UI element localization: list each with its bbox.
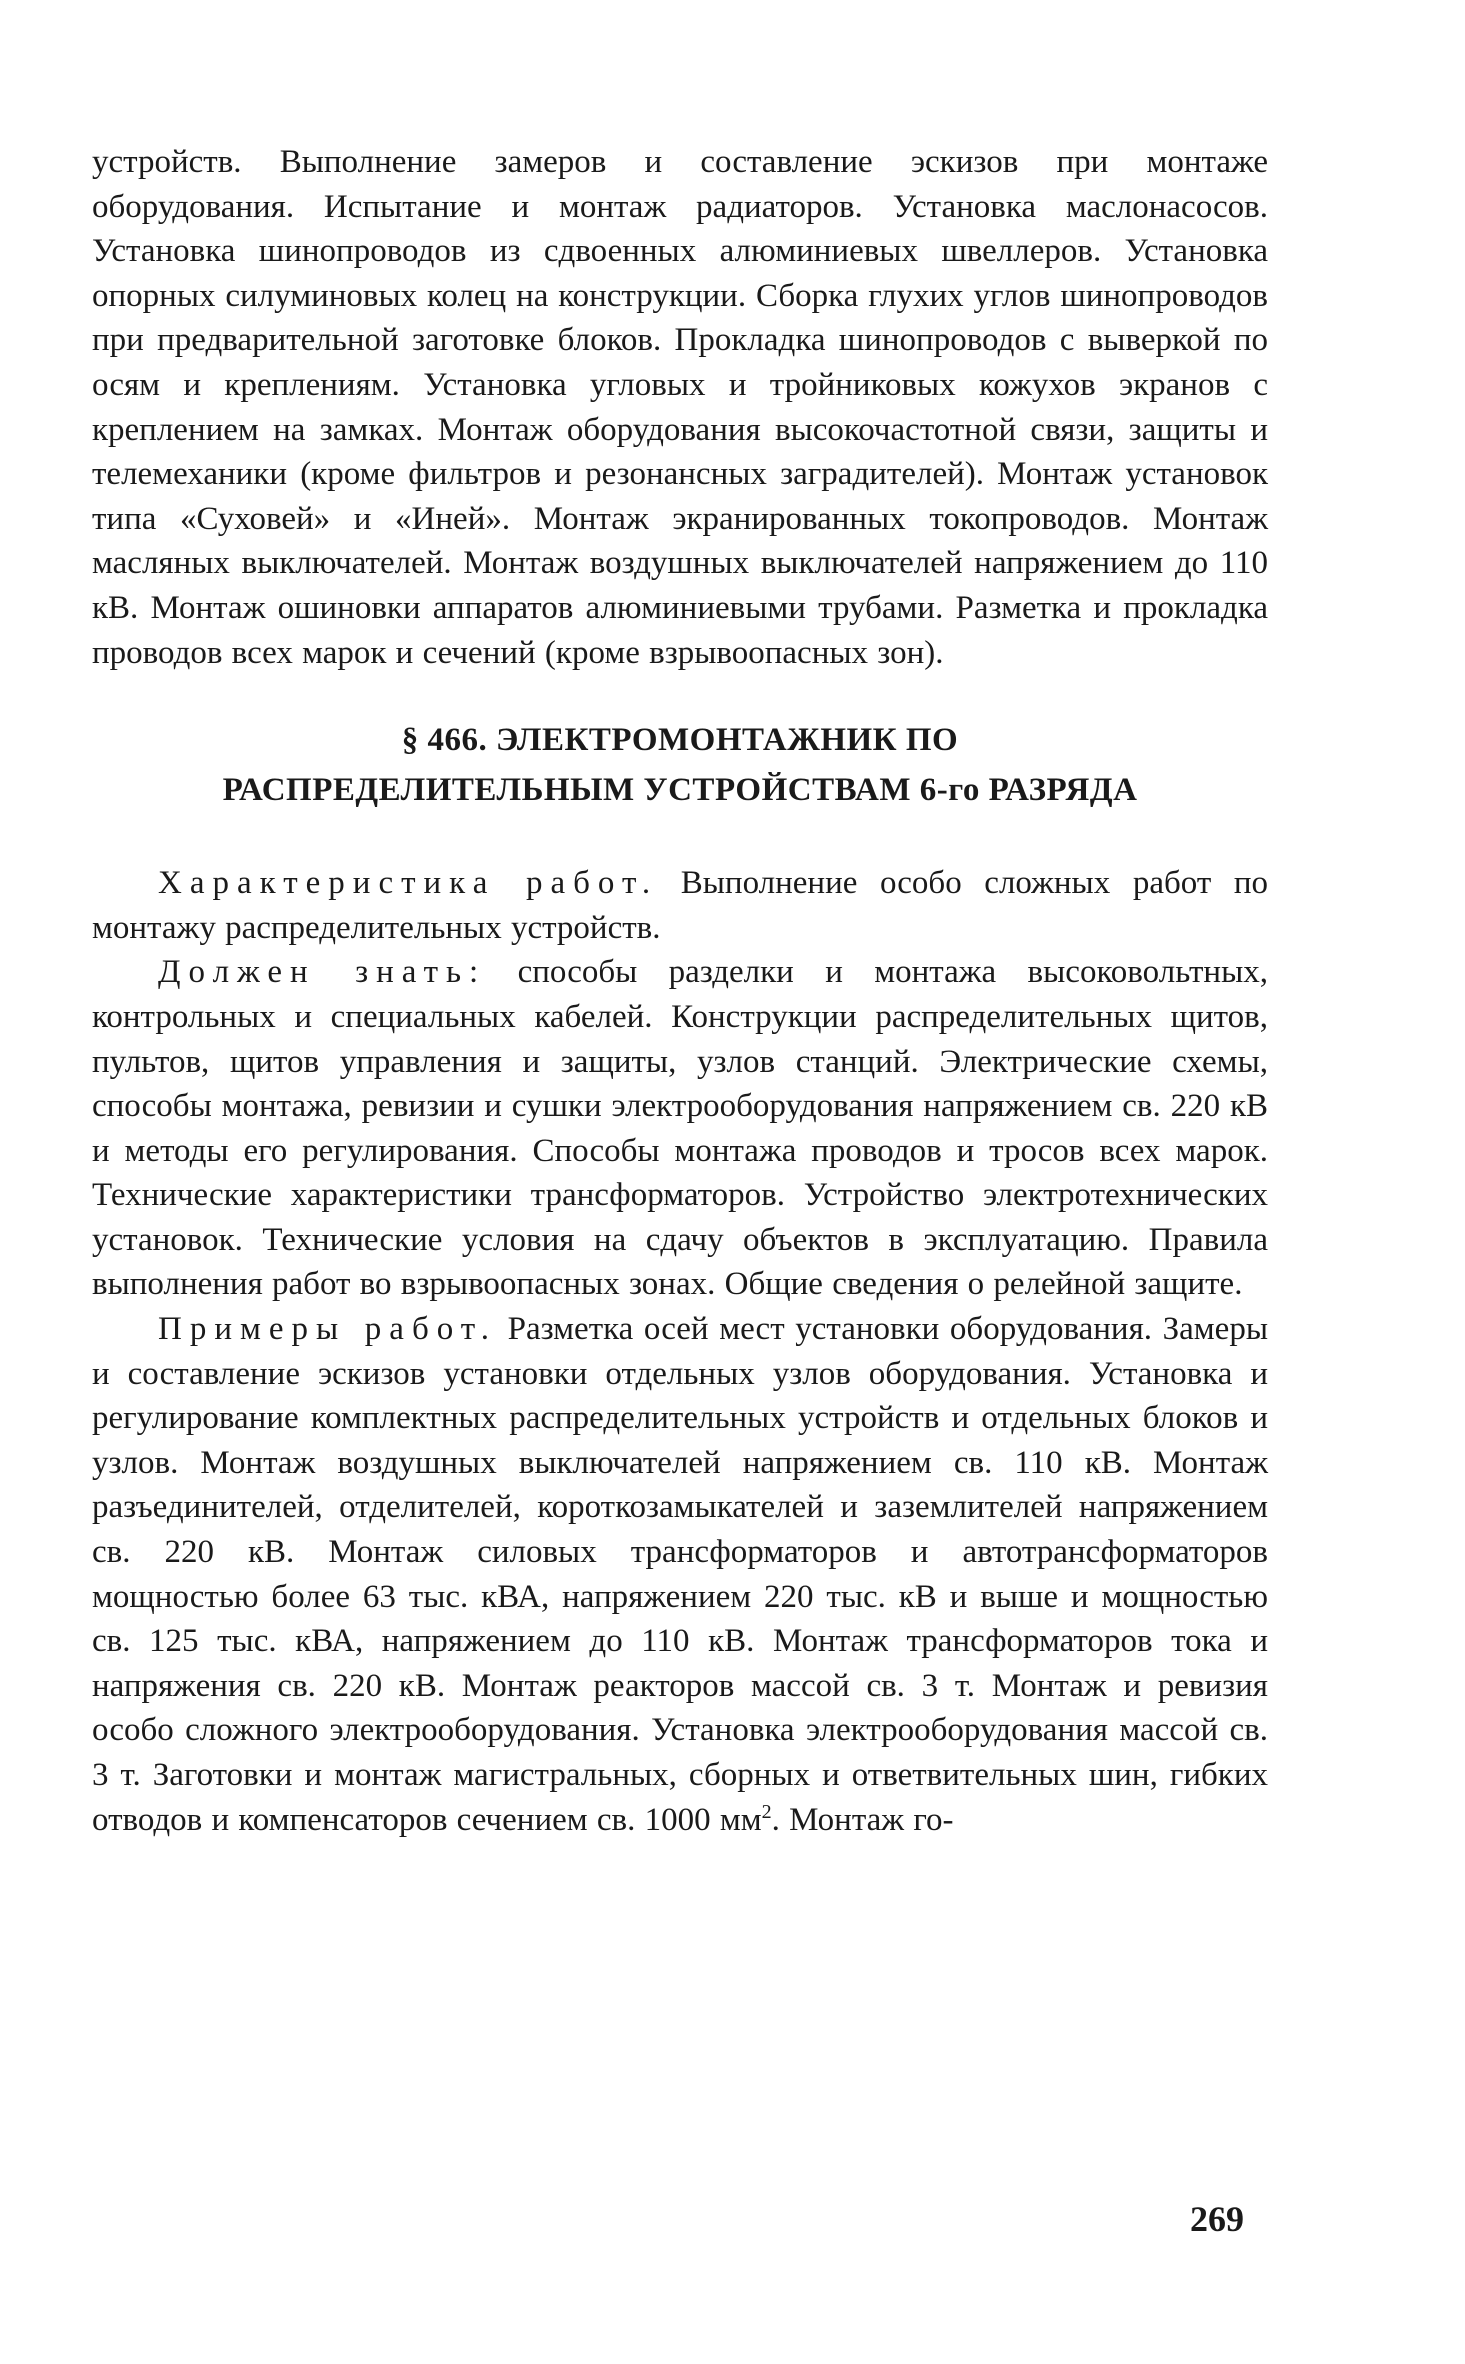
square-superscript: 2 <box>761 1800 772 1823</box>
continuation-paragraph: устройств. Выполнение замеров и составление эскизов при монтаже оборудования. Испытание и монтаж радиаторов. Установка маслонасосов. Установка шинопроводов из сдвоенных алюминиевых швеллеров. Установка опорных силуминовых колец на конструкции. Сборка глухих углов шинопроводов при предварительной заготовке блоков. Прокладка шинопроводов с выверкой по осям и креплениям. Установка угловых и тройниковых кожухов экранов с креплением на замках. Монтаж оборудования высокочастотной связи, защиты и телемеханики (кроме фильтров и резонансных заградителей). Монтаж установок типа «Суховей» и «Иней». Монтаж экранированных токопроводов. Монтаж масляных выключателей. Монтаж воздушных выключателей напряжением до 110 кВ. Монтаж ошиновки аппаратов алюминиевыми трубами. Разметка и прокладка проводов всех марок и сечений (кроме взрывоопасных зон). <box>92 144 1268 671</box>
must-know-paragraph <box>92 950 1268 1307</box>
section-heading <box>92 715 1268 815</box>
characteristics-text: Выполнение особо сложных работ по монтажу распределительных устройств. <box>92 865 1268 946</box>
characteristics-paragraph <box>92 861 1268 950</box>
section-title-line-1: § 466. ЭЛЕКТРОМОНТАЖНИК ПО <box>401 722 959 759</box>
work-examples-paragraph <box>92 1307 1268 1842</box>
work-examples-text: Разметка осей мест установки оборудования. Замеры и составление эскизов установки отдельных узлов оборудования. Установка и регулирование комплектных распределительных устройств и отдельных блоков и узлов. Монтаж воздушных выключателей напряжением св. 110 кВ. Монтаж разъединителей, отделителей, короткозамыкателей и заземлителей напряжением св. 220 кВ. Монтаж силовых трансформаторов и автотрансформаторов мощностью более 63 тыс. кВА, напряжением 220 тыс. кВ и выше и мощностью св. 125 тыс. кВА, напряжением до 110 кВ. Монтаж трансформаторов тока и напряжения св. 220 кВ. Монтаж реакторов массой св. 3 т. Монтаж и ревизия особо сложного электрооборудования. Установка электрооборудования массой св. 3 т. Заготовки и монтаж магистральных, сборных и ответвительных шин, гибких отводов и компенсаторов сечением св. 1000 мм <box>92 1311 1268 1838</box>
page-number: 269 <box>1190 2199 1244 2239</box>
characteristics-label: Характеристика работ. <box>158 865 659 902</box>
section-title-line-2: РАСПРЕДЕЛИТЕЛЬНЫМ УСТРОЙСТВАМ 6-го РАЗРЯДА <box>222 772 1138 809</box>
work-examples-label: Примеры работ. <box>158 1311 497 1348</box>
must-know-label: Должен знать: <box>158 954 487 991</box>
must-know-text: способы разделки и монтажа высоковольтных, контрольных и специальных кабелей. Конструкции распределительных щитов, пультов, щитов управления и защиты, узлов станций. Электрические схемы, способы монтажа, ревизии и сушки электрооборудования напряжением св. 220 кВ и методы его регулирования. Способы монтажа проводов и тросов всех марок. Технические характеристики трансформаторов. Устройство электротехнических установок. Технические условия на сдачу объектов в эксплуатацию. Правила выполнения работ во взрывоопасных зонах. Общие сведения о релейной защите. <box>92 954 1268 1303</box>
document-page <box>92 140 1268 1842</box>
work-examples-tail: . Монтаж го- <box>771 1801 954 1838</box>
